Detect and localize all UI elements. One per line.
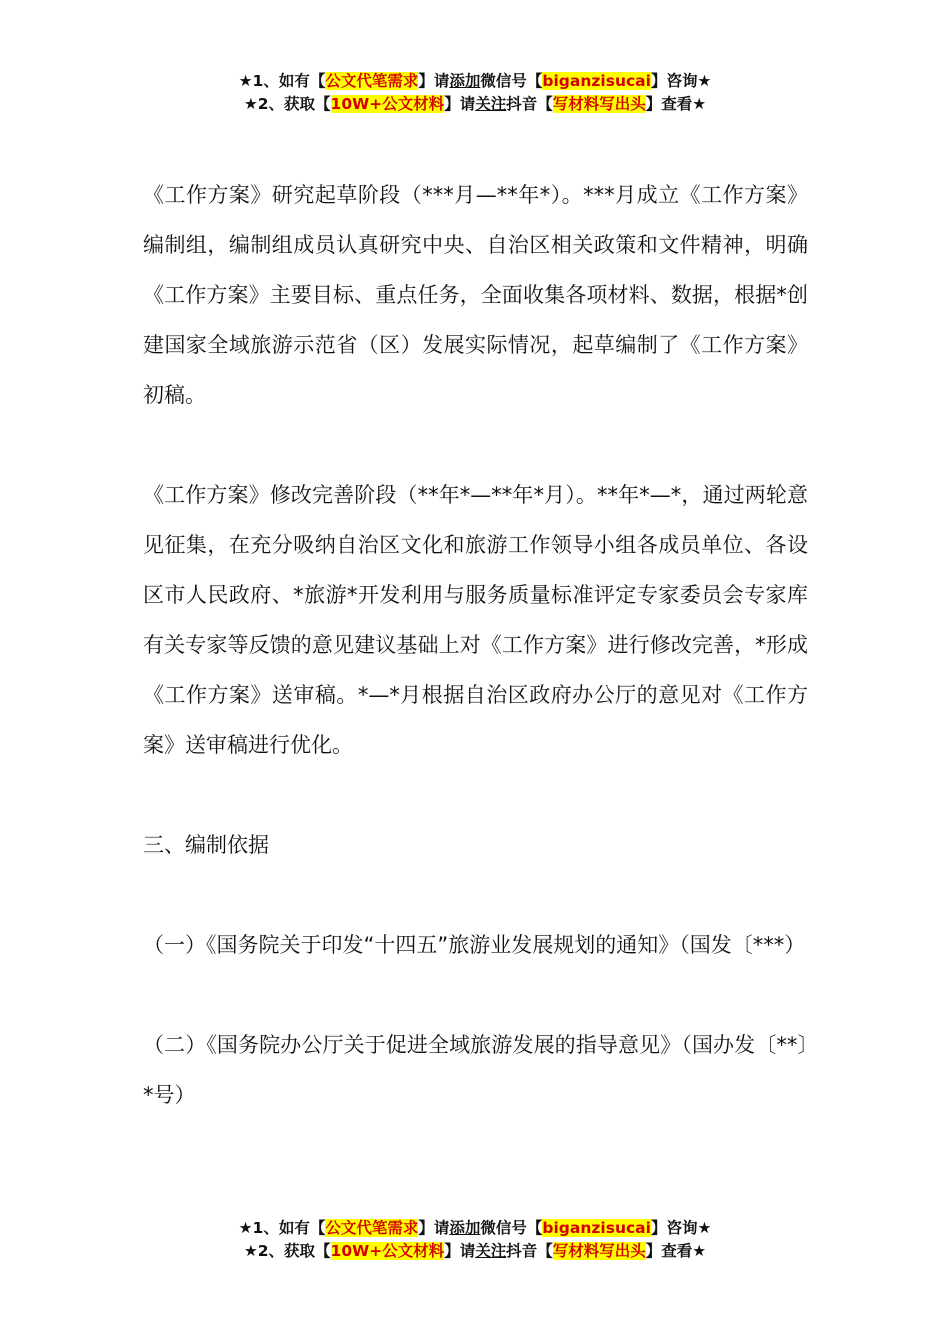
highlight-text: 写材料写出头 <box>552 95 646 113</box>
banner-line-2 <box>0 93 950 116</box>
banner-text: ★1、如有【 <box>238 72 326 90</box>
banner-text: ★2、获取【 <box>243 1242 331 1260</box>
banner-text: 】请 <box>444 1242 476 1260</box>
underlined-text: 关注 <box>475 1242 507 1260</box>
banner-text: ★1、如有【 <box>238 1219 326 1237</box>
highlight-text: 10W+公文材料 <box>330 95 445 113</box>
header-banner <box>0 70 950 116</box>
section-heading: 三、编制依据 <box>143 833 269 857</box>
banner-text: 抖音【 <box>506 1242 553 1260</box>
banner-text: 抖音【 <box>506 95 553 113</box>
banner-line-1 <box>0 70 950 93</box>
basis-item-1: （一）《国务院关于印发“十四五”旅游业发展规划的通知》（国发〔***） <box>143 933 806 957</box>
underlined-text: 添加 <box>449 72 481 90</box>
banner-text: 微信号【 <box>480 72 543 90</box>
banner-text: 】请 <box>418 72 450 90</box>
paragraph-drafting-stage: 《工作方案》研究起草阶段（***月—**年*）。***月成立《工作方案》编制组，编制组成员认真研究中央、自治区相关政策和文件精神，明确《工作方案》主要目标、重点任务，全面收集各项材料、数据，根据*创建国家全域旅游示范省（区）发展实际情况，起草编制了《工作方案》初稿。 <box>143 183 808 407</box>
highlight-text: 公文代笔需求 <box>325 72 419 90</box>
banner-text: 微信号【 <box>480 1219 543 1237</box>
banner-line-1 <box>0 1217 950 1240</box>
banner-text: 】查看★ <box>645 1242 707 1260</box>
underlined-text: 添加 <box>449 1219 481 1237</box>
paragraph-revision-stage: 《工作方案》修改完善阶段（**年*—**年*月）。**年*—*，通过两轮意见征集，在充分吸纳自治区文化和旅游工作领导小组各成员单位、各设区市人民政府、*旅游*开发利用与服务质量标准评定专家委员会专家库有关专家等反馈的意见建议基础上对《工作方案》进行修改完善，*形成《工作方案》送审稿。*—*月根据自治区政府办公厅的意见对《工作方案》送审稿进行优化。 <box>143 483 808 757</box>
banner-text: 】咨询★ <box>650 1219 712 1237</box>
banner-text: ★2、获取【 <box>243 95 331 113</box>
footer-banner <box>0 1217 950 1263</box>
banner-text: 】查看★ <box>645 95 707 113</box>
basis-item-2: （二）《国务院办公厅关于促进全域旅游发展的指导意见》（国办发〔**〕*号） <box>143 1033 808 1107</box>
banner-text: 】请 <box>418 1219 450 1237</box>
underlined-text: 关注 <box>475 95 507 113</box>
document-body <box>143 170 808 1120</box>
banner-text: 】咨询★ <box>650 72 712 90</box>
banner-line-2 <box>0 1240 950 1263</box>
banner-text: 】请 <box>444 95 476 113</box>
highlight-text: 公文代笔需求 <box>325 1219 419 1237</box>
highlight-text: biganzisucai <box>542 72 651 90</box>
highlight-text: 写材料写出头 <box>552 1242 646 1260</box>
highlight-text: 10W+公文材料 <box>330 1242 445 1260</box>
highlight-text: biganzisucai <box>542 1219 651 1237</box>
